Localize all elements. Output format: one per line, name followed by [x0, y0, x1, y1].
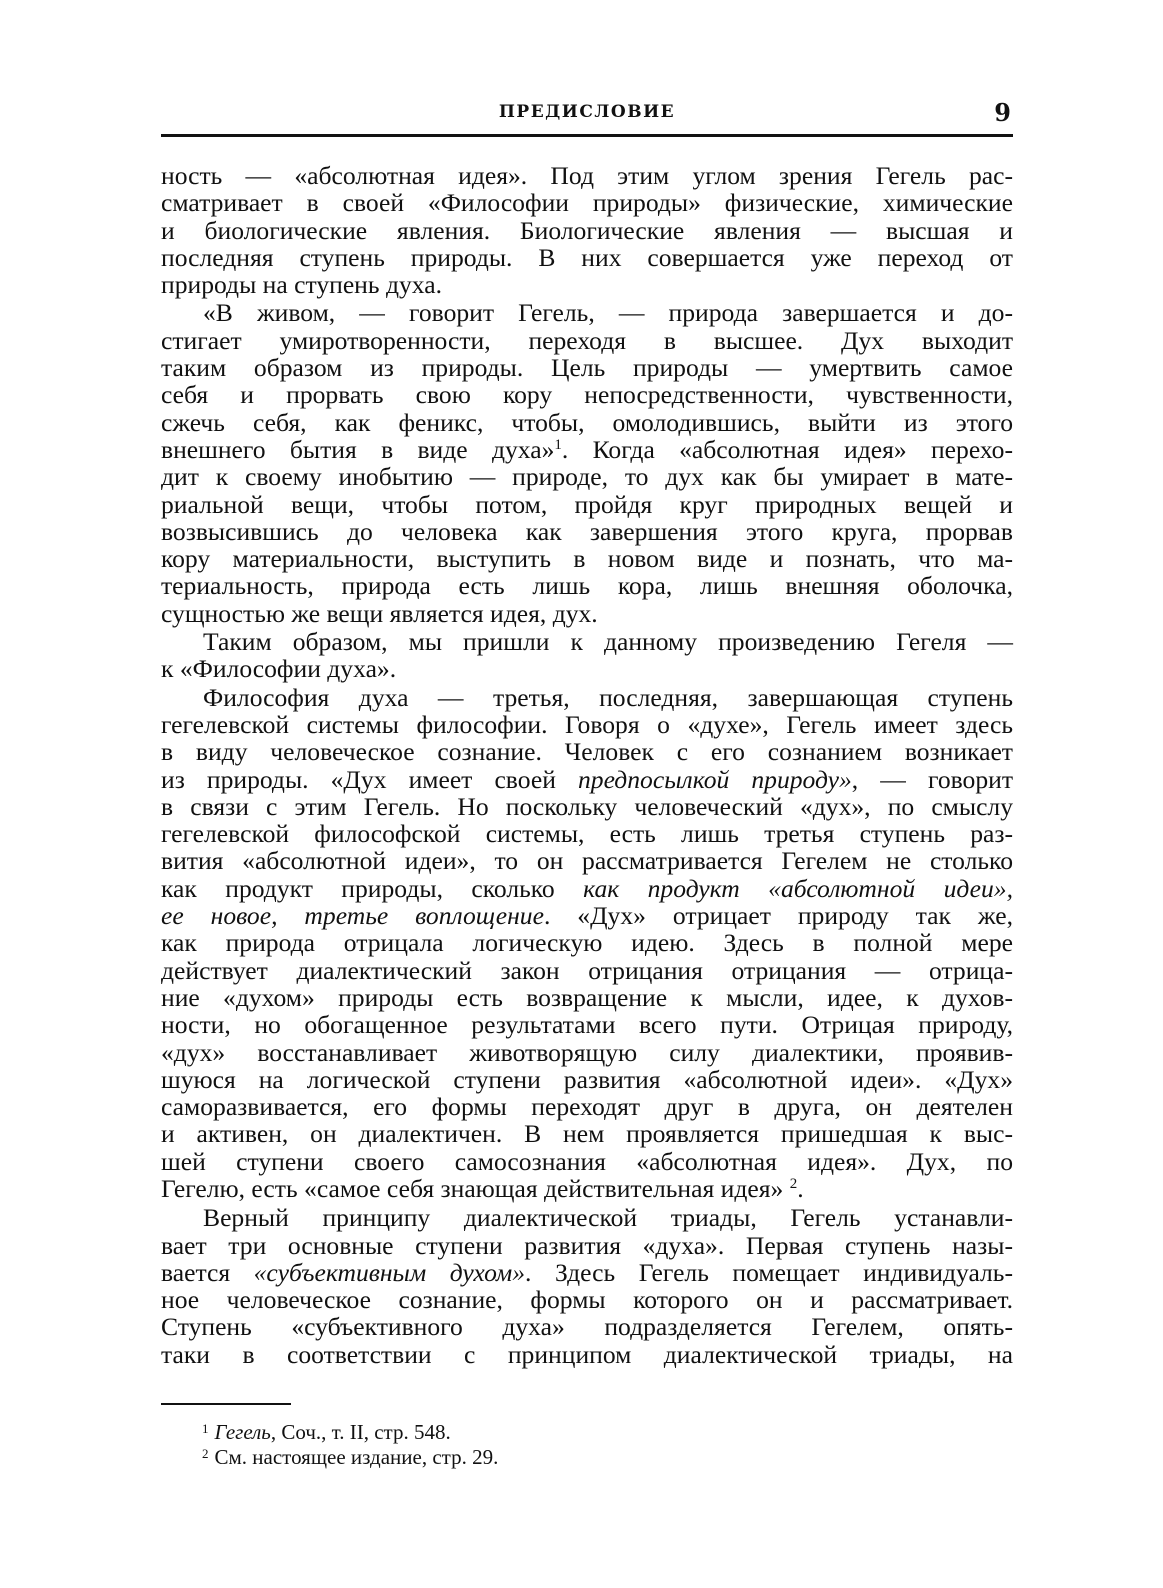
- text-line: и биологические явления. Биологические явления — высшая и: [161, 215, 1013, 245]
- text-line: сущностью же вещи является идея, дух.: [161, 598, 598, 628]
- page-number: 9: [994, 98, 1011, 127]
- text-line: [161, 1175, 1013, 1202]
- text-line: ное человеческое сознание, формы которого он и рассматривает.: [161, 1285, 1013, 1315]
- footnote-1: [202, 1420, 802, 1445]
- text-line: [161, 875, 1013, 902]
- text-line: себя и прорвать свою кору непосредственности, чувственности,: [161, 380, 1013, 410]
- text-line: териальность, природа есть лишь кора, лишь внешняя оболочка,: [161, 571, 1013, 601]
- text-line: стигает умиротворенности, переходя в высшее. Дух выходит: [161, 325, 1013, 355]
- text-line: таки в соответствии с принципом диалектической триады, на: [161, 1339, 1013, 1369]
- text-line: дит к своему инобытию — природе, то дух как бы умирает в мате-: [161, 462, 1013, 492]
- text-fragment: из природы. «Дух имеет своей: [161, 764, 578, 794]
- footnote-ref-2[interactable]: 2: [789, 1175, 798, 1192]
- text-line: таким образом из природы. Цель природы — умертвить самое: [161, 353, 1013, 383]
- text-line: шуюся на логической ступени развития «абсолютной идеи». «Дух»: [161, 1064, 1013, 1094]
- text-line: в связи с этим Гегель. Но поскольку человеческий «дух», по смыслу: [161, 791, 1013, 821]
- text-line: сжечь себя, как феникс, чтобы, омолодившись, выйти из этого: [161, 407, 1013, 437]
- text-line: вития «абсолютной идеи», то он рассматривается Гегелем не столько: [161, 846, 1013, 876]
- text-line: кору материальности, выступить в новом виде и познать, что ма-: [161, 544, 1013, 574]
- footnotes: [202, 1420, 802, 1470]
- text-line: [161, 1259, 1013, 1286]
- footnote-divider: [161, 1403, 291, 1405]
- text-line: [161, 902, 1013, 929]
- running-header: [161, 96, 1013, 137]
- text-line: как природа отрицала логическую идею. Здесь в полной мере: [161, 928, 1013, 958]
- text-line: Философия духа — третья, последняя, завершающая ступень: [203, 682, 1013, 712]
- text-line: ние «духом» природы есть возвращение к мысли, идее, к духов-: [161, 982, 1013, 1012]
- text-fragment: , — говорит: [851, 764, 1013, 794]
- text-line: вает три основные ступени развития «духа». Первая ступень назы-: [161, 1230, 1013, 1260]
- main-text: [161, 162, 1013, 1368]
- text-line: [161, 436, 1013, 463]
- footnote-text: См. настоящее издание, стр. 29.: [214, 1445, 499, 1469]
- text-line: «дух» восстанавливает животворящую силу диалектики, проявив-: [161, 1037, 1013, 1067]
- text-fragment: как продукт природы, сколько: [161, 873, 584, 903]
- footnote-mark: 2: [202, 1446, 209, 1461]
- text-line: [161, 766, 1013, 793]
- footnote-text: , Соч., т. II, стр. 548.: [270, 1420, 451, 1444]
- footnote-2: [202, 1445, 802, 1470]
- chapter-title: ПРЕДИСЛОВИЕ: [498, 102, 676, 122]
- text-fragment: . «Дух» отрицает природу так же,: [543, 901, 1013, 931]
- text-line: сматривает в своей «Философии природы» физические, химические: [161, 188, 1013, 218]
- text-line: и активен, он диалектичен. В нем проявляется пришедшая к выс-: [161, 1119, 1013, 1149]
- text-fragment: Гегелю, есть «самое себя знающая действительная идея»: [161, 1173, 784, 1203]
- footnote-author: Гегель: [214, 1420, 271, 1444]
- text-line: в виду человеческое сознание. Человек с его сознанием возникает: [161, 737, 1013, 767]
- text-fragment: . Здесь Гегель помещает индивидуаль-: [525, 1257, 1014, 1287]
- text-line: последняя ступень природы. В них совершается уже переход от: [161, 242, 1013, 272]
- text-line: ность — «абсолютная идея». Под этим углом зрения Гегель рас-: [161, 161, 1013, 190]
- text-fragment: вается: [161, 1257, 254, 1287]
- text-line: природы на ступень духа.: [161, 270, 442, 300]
- italic-emphasis: ее новое, третье воплощение: [161, 901, 544, 931]
- footnote-mark: 1: [202, 1421, 209, 1436]
- text-fragment: . Когда «абсолютная идея» перехо-: [561, 434, 1013, 464]
- text-line: «В живом, — говорит Гегель, — природа завершается и до-: [203, 298, 1013, 328]
- text-line: гегелевской системы философии. Говоря о «духе», Гегель имеет здесь: [161, 709, 1013, 739]
- text-line: Ступень «субъективного духа» подразделяется Гегелем, опять-: [161, 1312, 1013, 1342]
- text-line: к «Философии духа».: [161, 654, 397, 684]
- text-line: возвысившись до человека как завершения этого круга, прорвав: [161, 516, 1013, 546]
- text-line: Таким образом, мы пришли к данному произведению Гегеля —: [203, 627, 1013, 657]
- italic-emphasis: предпосылкой природу»: [577, 764, 852, 794]
- text-line: саморазвивается, его формы переходят друг в друга, он деятелен: [161, 1092, 1013, 1122]
- footnote-ref-1[interactable]: 1: [554, 436, 562, 453]
- text-fragment: .: [797, 1173, 804, 1203]
- italic-emphasis: как продукт «абсолютной идеи»,: [583, 873, 1013, 903]
- text-line: действует диалектический закон отрицания отрицания — отрица-: [161, 955, 1013, 985]
- italic-emphasis: «субъективным духом»: [253, 1257, 526, 1287]
- text-line: ности, но обогащенное результатами всего пути. Отрицая природу,: [161, 1010, 1013, 1040]
- quote-end: внешнего бытия в виде духа»: [161, 434, 555, 464]
- text-line: риальной вещи, чтобы потом, пройдя круг природных вещей и: [161, 489, 1013, 519]
- text-line: гегелевской философской системы, есть лишь третья ступень раз-: [161, 819, 1013, 849]
- text-line: шей ступени своего самосознания «абсолютная идея». Дух, по: [161, 1146, 1013, 1176]
- text-line: Верный принципу диалектической триады, Гегель устанавли-: [203, 1203, 1013, 1233]
